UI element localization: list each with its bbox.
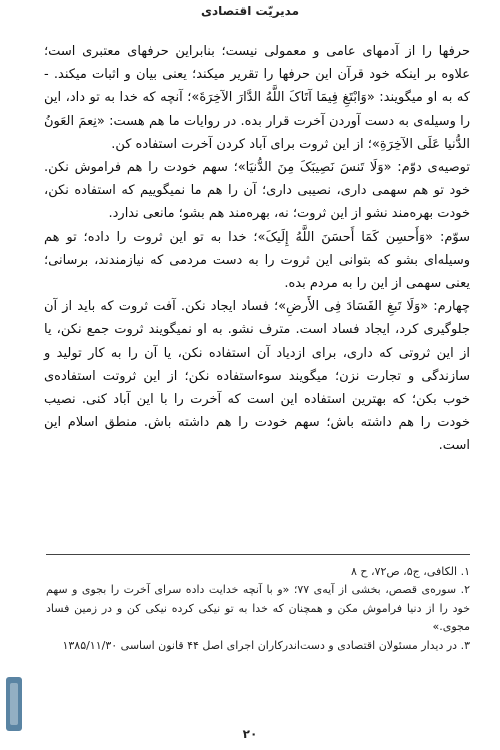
footnote-3: ۳. در دیدار مسئولان اقتصادی و دست‌اندرکاران اجرای اصل ۴۴ قانون اساسی ۱۳۸۵/۱۱/۳۰	[62, 638, 470, 652]
paragraph-3: سوّم: «وَأَحسِن کَمَا أَحسَنَ اللَّهُ إِلَیکَ»؛ خدا به تو این ثروت را داده؛ تو هم وسیله‌ای بشو که بتوانی این ثروت را به دست مردمی که نیازمندند، برسانی؛ یعنی سهمی از این را به مردم بده.	[44, 229, 470, 292]
footnote-1: ۱. الکافی، ج۵، ص۷۲، ح ۸	[350, 565, 470, 578]
paragraph-2: توصیه‌ی دوّم: «وَلَا تَنسَ نَصِیبَکَ مِنَ الدُّنیَا»؛ سهم خودت را هم فراموش نکن. خود تو هم سهمی داری، نصیبی داری؛ آن را هم ما نمیگوییم که استفاده نکن، خودت بهره‌مند نشو از این ثروت؛ نه، بهره‌مند هم بشو؛ مانعی ندارد.	[44, 160, 470, 222]
paragraph-1: حرفها را از آدمهای عامی و معمولی نیست؛ بنابراین حرفهای معتبری است؛ علاوه بر اینکه خود قرآن این حرفها را تقریر میکند؛ یعنی بیان و اثبات میکند. - که به او میگویند: «وَابْتَغِ فِیمَا آتَاکَ اللَّهُ الدَّارَ الآخِرَةَ»؛ آنچه که خدا به تو داد، این را وسیله‌ی به دست آوردن آخرت قرار بده. در روایات ما هم هست: «نِعمَ العَونُ الدُّنیا عَلَی الآخِرَةِ»؛ از این ثروت برای آباد کردن آخرت استفاده کن.	[44, 44, 470, 152]
footnote-2: ۲. سوره‌ی قصص، بخشی از آیه‌ی ۷۷؛ «و با آنچه خدایت داده سرای آخرت را بجوی و سهم خود را از دنیا فراموش مکن و همچنان که خدا به تو نیکی کرده نیکی کن و در زمین فساد مجوی.»	[46, 583, 470, 634]
running-header: مدیریّت اقتصادی	[200, 4, 300, 18]
main-text	[44, 40, 470, 458]
footnote-divider	[46, 554, 470, 555]
publisher-logo-icon	[2, 675, 26, 733]
paragraph-4: چهارم: «وَلَا تَبغِ الفَسَادَ فِی الأَرضِ»؛ فساد ایجاد نکن. آفت ثروت که باید از آن جلوگیری کرد، ایجاد فساد است. مترف نشو. به او نمیگویند ثروت جمع نکن، یا از این ثروتی که داری، برای ازدیاد آن استفاده نکن، یا آن را به کار تولید و سازندگی و تجارت نزن؛ میگویند سوءاستفاده نکن؛ از این ثروتت استفاده‌ی خوب بکن؛ که بهترین استفاده این است که آخرت را با این آباد کنی. نصیب خودت را هم داشته باش؛ سهم خودت را هم داشته باش. منطق اسلام این است.	[44, 299, 470, 454]
page-number: ۲۰	[242, 727, 258, 741]
footnotes	[46, 563, 470, 655]
